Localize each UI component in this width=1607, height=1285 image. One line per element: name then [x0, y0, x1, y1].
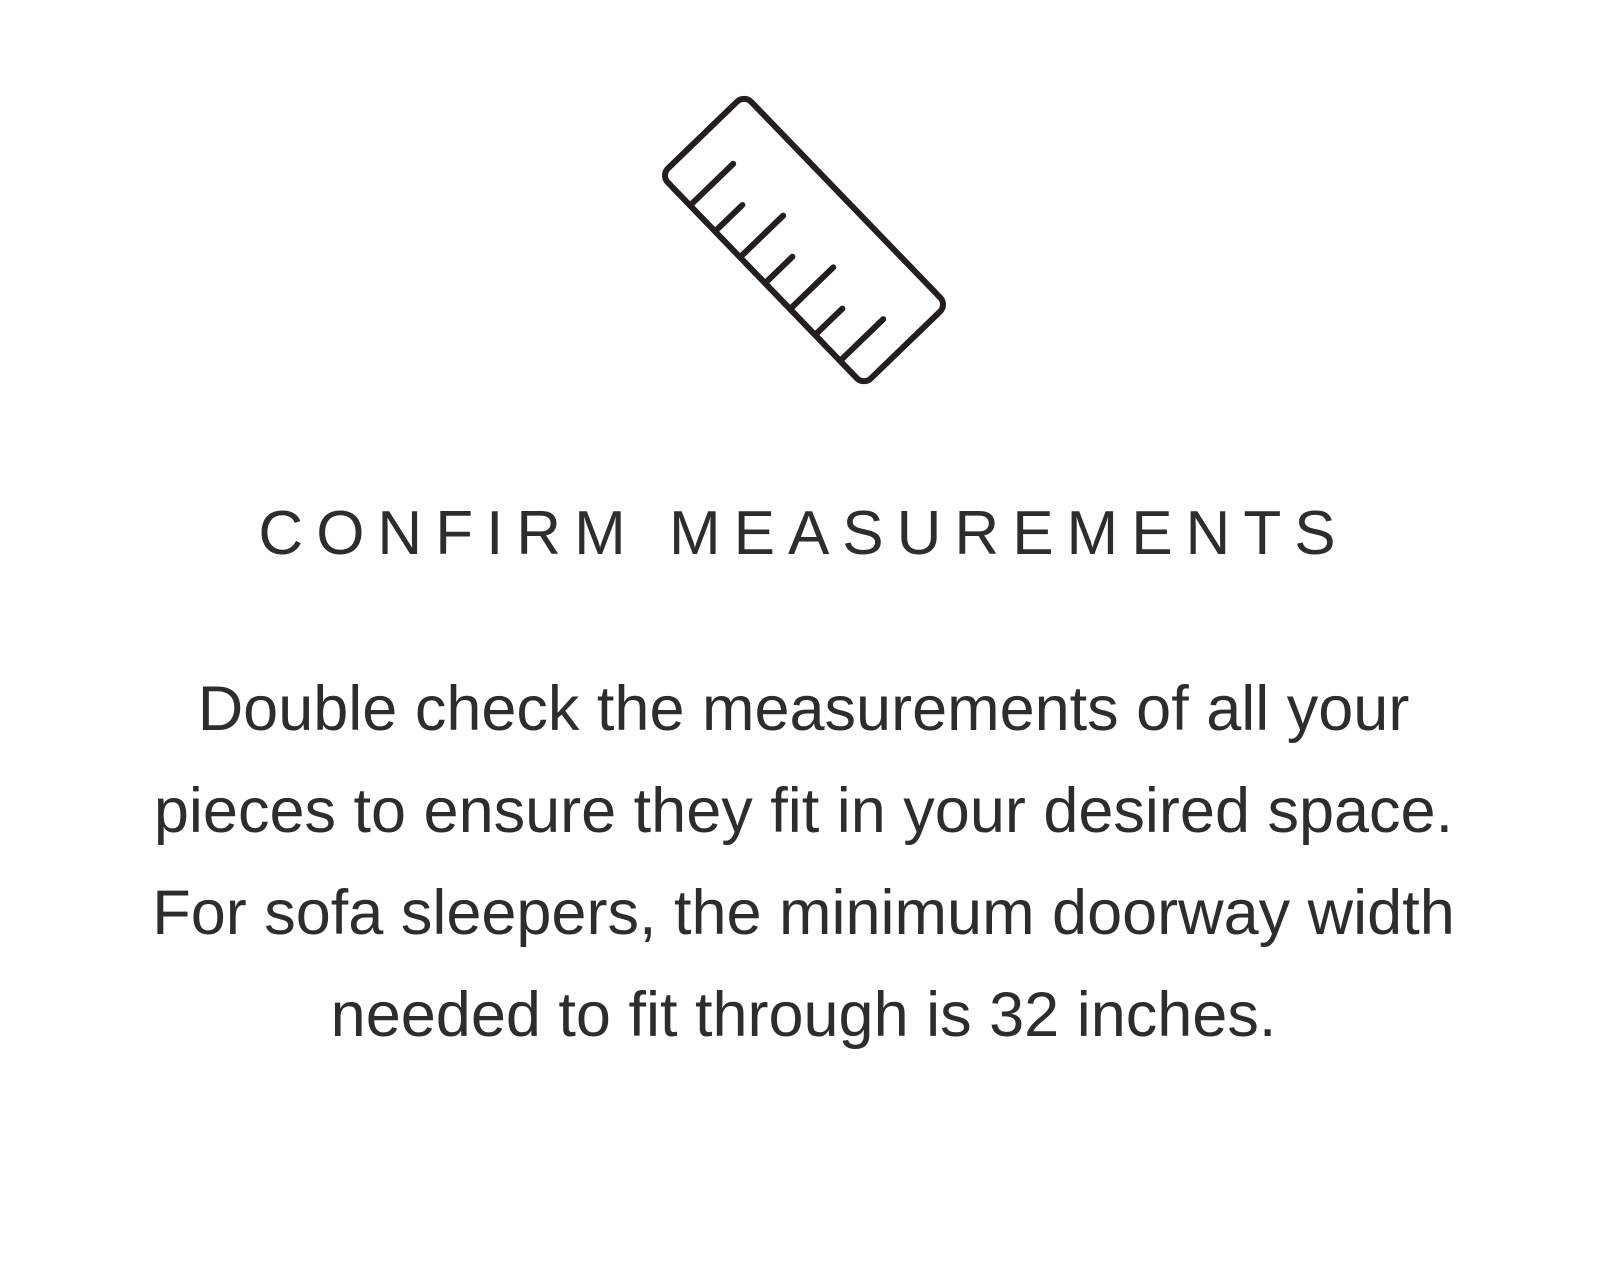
- ruler-icon: [60, 40, 1547, 440]
- page-title: CONFIRM MEASUREMENTS: [258, 499, 1349, 568]
- description-text: Double check the measurements of all your pieces to ensure they fit in your desired space. For sofa sleepers, the minimum doorway width needed to fit through is 32 inches.: [152, 674, 1455, 1051]
